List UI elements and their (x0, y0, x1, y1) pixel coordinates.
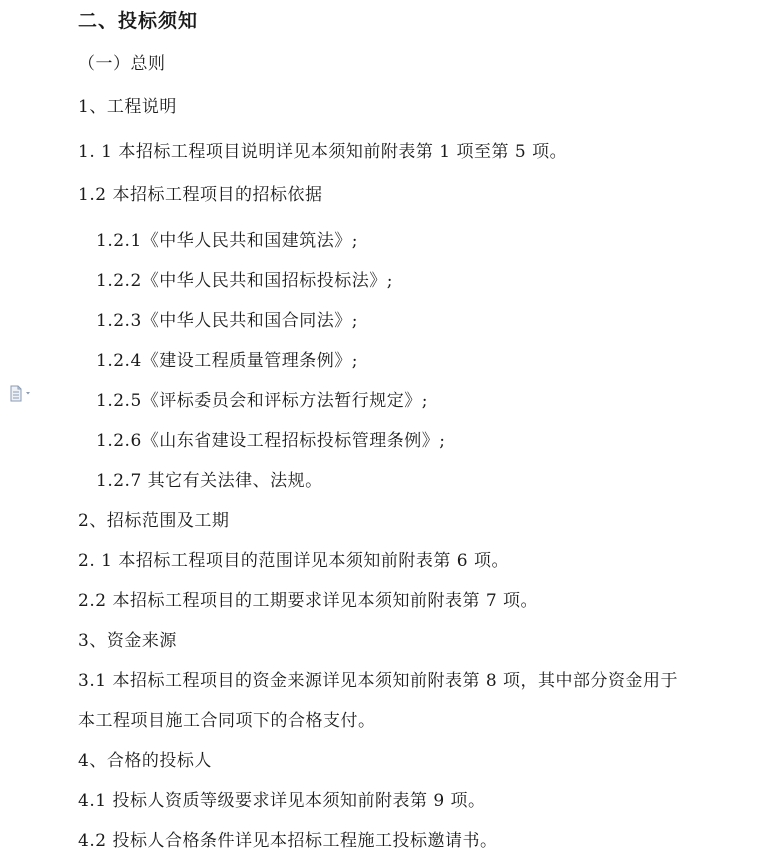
item-heading: 1、工程说明 (78, 97, 177, 117)
paragraph: 4.2 投标人合格条件详见本招标工程施工投标邀请书。 (78, 831, 498, 851)
section-heading: 二、投标须知 (78, 10, 199, 32)
paragraph: 2.2 本招标工程项目的工期要求详见本须知前附表第 7 项。 (78, 591, 539, 611)
subsection-heading: （一）总则 (78, 54, 166, 74)
list-item: 1.2.4《建设工程质量管理条例》; (96, 351, 358, 371)
paragraph-continuation: 本工程项目施工合同项下的合格支付。 (78, 711, 376, 731)
document-options-icon[interactable] (9, 385, 35, 403)
paragraph: 3.1 本招标工程项目的资金来源详见本须知前附表第 8 项，其中部分资金用于 (78, 671, 679, 691)
item-heading: 4、合格的投标人 (78, 751, 212, 771)
paragraph: 2. 1 本招标工程项目的范围详见本须知前附表第 6 项。 (78, 551, 509, 571)
item-heading: 2、招标范围及工期 (78, 511, 230, 531)
list-item: 1.2.6《山东省建设工程招标投标管理条例》; (96, 431, 446, 451)
list-item: 1.2.1《中华人民共和国建筑法》; (96, 231, 358, 251)
paragraph: 1.2 本招标工程项目的招标依据 (78, 185, 323, 205)
list-item: 1.2.7 其它有关法律、法规。 (96, 471, 323, 491)
paragraph: 1. 1 本招标工程项目说明详见本须知前附表第 1 项至第 5 项。 (78, 142, 568, 162)
list-item: 1.2.2《中华人民共和国招标投标法》; (96, 271, 393, 291)
paragraph: 4.1 投标人资质等级要求详见本须知前附表第 9 项。 (78, 791, 486, 811)
list-item: 1.2.5《评标委员会和评标方法暂行规定》; (96, 391, 428, 411)
item-heading: 3、资金来源 (78, 631, 177, 651)
list-item: 1.2.3《中华人民共和国合同法》; (96, 311, 358, 331)
